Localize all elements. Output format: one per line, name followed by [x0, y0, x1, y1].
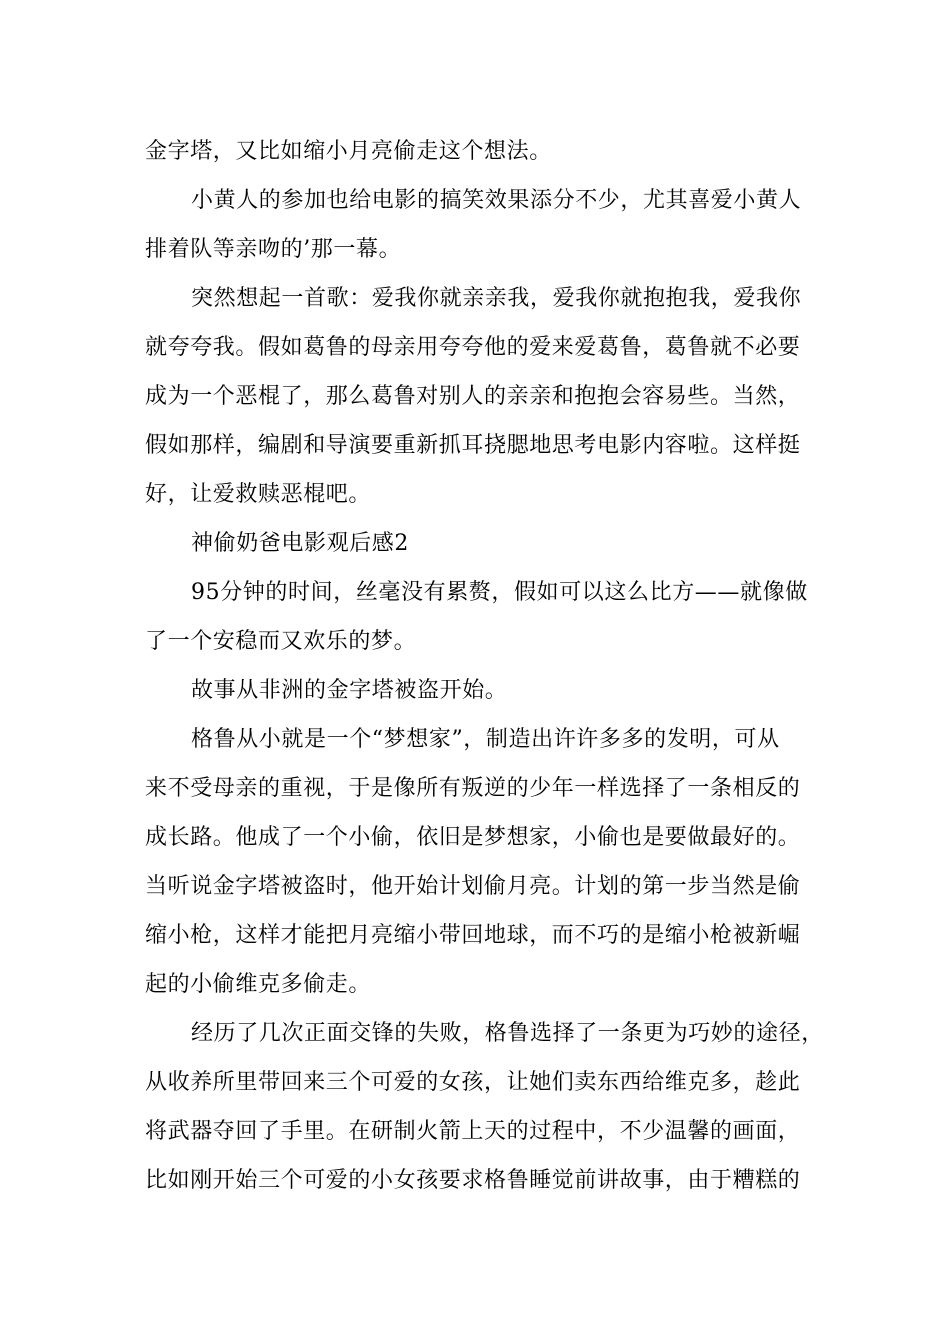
text-line: 当听说金字塔被盗时，他开始计划偷月亮。计划的第一步当然是偷 — [145, 874, 801, 899]
text-line: 突然想起一首歌：爱我你就亲亲我，爱我你就抱抱我，爱我你 — [191, 286, 802, 311]
text-line: 了一个安稳而又欢乐的梦。 — [145, 629, 417, 654]
text-line: 成长路。他成了一个小偷，依旧是梦想家，小偷也是要做最好的。 — [145, 825, 801, 850]
text-line: 从收养所里带回来三个可爱的女孩，让她们卖东西给维克多，趁此 — [145, 1070, 801, 1095]
text-line: 95分钟的时间，丝毫没有累赘，假如可以这么比方——就像做 — [191, 580, 808, 605]
text-line: 金字塔，又比如缩小月亮偷走这个想法。 — [145, 139, 552, 164]
text-line: 就夸夸我。假如葛鲁的母亲用夸夸他的爱来爱葛鲁，葛鲁就不必要 — [145, 335, 801, 360]
text-line: 好，让爱救赎恶棍吧。 — [145, 482, 372, 507]
text-line: 排着队等亲吻的’那一幕。 — [145, 237, 402, 262]
text-line: 小黄人的参加也给电影的搞笑效果添分不少，尤其喜爱小黄人 — [191, 188, 802, 213]
text-line: 来不受母亲的重视，于是像所有叛逆的少年一样选择了一条相反的 — [145, 776, 801, 801]
text-line: 缩小枪，这样才能把月亮缩小带回地球，而不巧的是缩小枪被新崛 — [145, 923, 801, 948]
text-line: 将武器夺回了手里。在研制火箭上天的过程中，不少温馨的画面， — [145, 1119, 801, 1144]
text-line: 起的小偷维克多偷走。 — [145, 972, 372, 997]
text-line: 经历了几次正面交锋的失败，格鲁选择了一条更为巧妙的途径， — [191, 1021, 824, 1046]
body-text — [145, 127, 825, 1205]
text-line: 比如刚开始三个可爱的小女孩要求格鲁睡觉前讲故事，由于糟糕的 — [145, 1168, 801, 1193]
text-line: 格鲁从小就是一个“梦想家”，制造出许许多多的发明，可从 — [191, 727, 780, 752]
text-line: 成为一个恶棍了，那么葛鲁对别人的亲亲和抱抱会容易些。当然， — [145, 384, 801, 409]
text-line: 假如那样，编剧和导演要重新抓耳挠腮地思考电影内容啦。这样挺 — [145, 433, 801, 458]
text-line: 故事从非洲的金字塔被盗开始。 — [191, 678, 508, 703]
section-heading: 神偷奶爸电影观后感2 — [191, 531, 409, 556]
